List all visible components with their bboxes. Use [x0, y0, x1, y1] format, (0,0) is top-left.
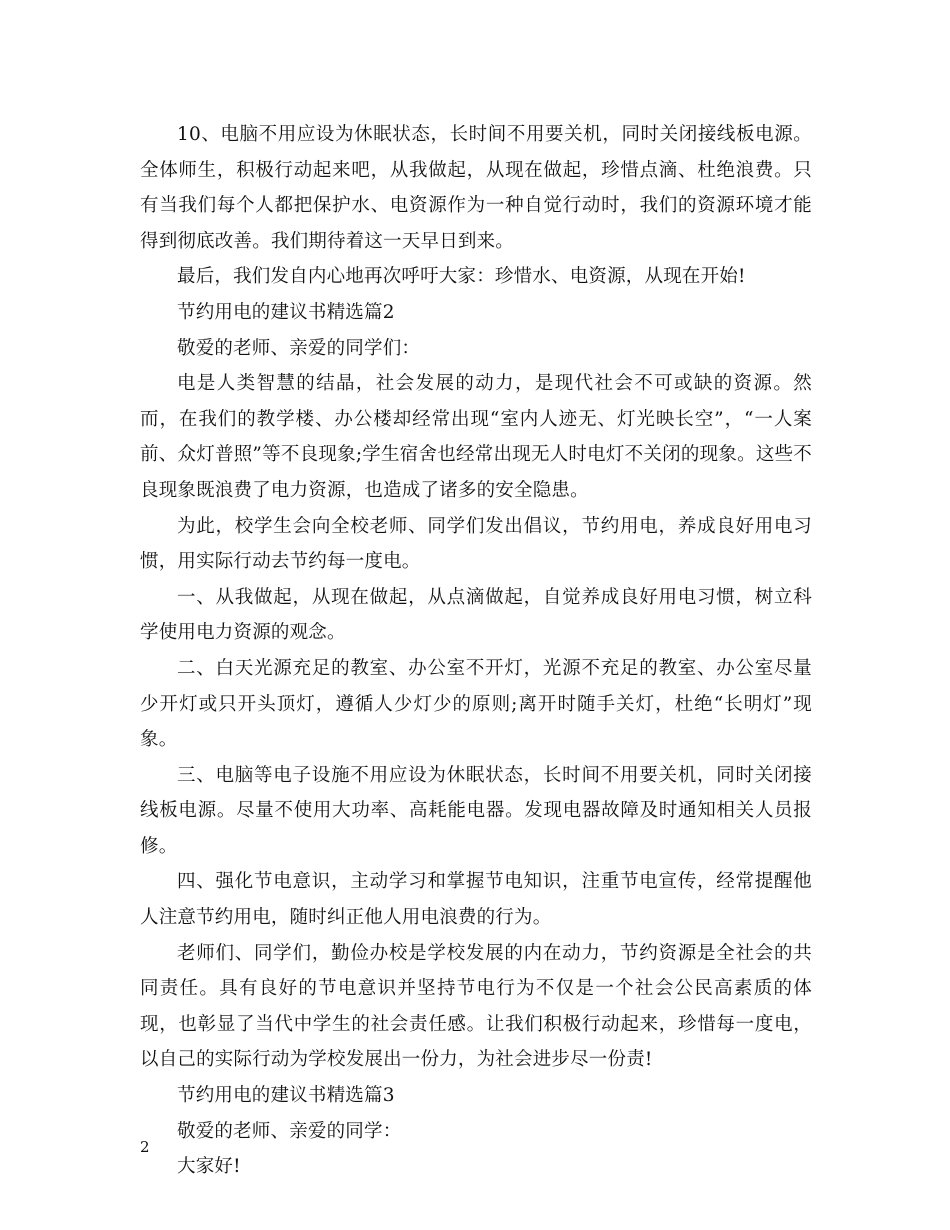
paragraph-7: 三、电脑等电子设施不用应设为休眠状态，长时间不用要关机，同时关闭接线板电源。尽量不使用大功率、高耗能电器。发现电器故障及时通知相关人员报修。 [140, 764, 812, 857]
salutation-3: 敬爱的老师、亲爱的同学： [177, 1120, 402, 1142]
greeting: 大家好! [177, 1156, 241, 1178]
section-heading-2: 节约用电的建议书精选篇2 [177, 301, 395, 323]
document-body [140, 117, 812, 1185]
paragraph-9: 老师们、同学们，勤俭办校是学校发展的内在动力，节约资源是全社会的共同责任。具有良好的节电意识并坚持节电行为不仅是一个社会公民高素质的体现，也彰显了当代中学生的社会责任感。让我们积极行动起来，珍惜每一度电，以自己的实际行动为学校发展出一份力，为社会进步尽一份责! [140, 942, 812, 1071]
salutation-2: 敬爱的老师、亲爱的同学们： [177, 337, 421, 359]
paragraph-5: 一、从我做起，从现在做起，从点滴做起，自觉养成良好用电习惯，树立科学使用电力资源的观念。 [140, 586, 812, 644]
page-number: 2 [140, 1138, 150, 1156]
section-heading-3: 节约用电的建议书精选篇3 [177, 1085, 395, 1107]
paragraph-6: 二、白天光源充足的教室、办公室不开灯，光源不充足的教室、办公室尽量少开灯或只开头顶灯，遵循人少灯少的原则;离开时随手关灯，杜绝“长明灯”现象。 [140, 657, 812, 751]
paragraph-2: 最后，我们发自内心地再次呼吁大家：珍惜水、电资源，从现在开始! [177, 266, 746, 288]
paragraph-4: 为此，校学生会向全校老师、同学们发出倡议，节约用电，养成良好用电习惯，用实际行动去节约每一度电。 [140, 515, 812, 573]
paragraph-1: 10、电脑不用应设为休眠状态，长时间不用要关机，同时关闭接线板电源。全体师生，积极行动起来吧，从我做起，从现在做起，珍惜点滴、杜绝浪费。只有当我们每个人都把保护水、电资源作为一种自觉行动时，我们的资源环境才能得到彻底改善。我们期待着这一天早日到来。 [140, 124, 812, 252]
paragraph-3: 电是人类智慧的结晶，社会发展的动力，是现代社会不可或缺的资源。然而，在我们的教学楼、办公楼却经常出现“室内人迹无、灯光映长空”，“一人案前、众灯普照”等不良现象;学生宿舍也经常出现无人时电灯不关闭的现象。这些不良现象既浪费了电力资源，也造成了诸多的安全隐患。 [140, 373, 812, 501]
paragraph-8: 四、强化节电意识，主动学习和掌握节电知识，注重节电宣传，经常提醒他人注意节约用电，随时纠正他人用电浪费的行为。 [140, 871, 812, 929]
